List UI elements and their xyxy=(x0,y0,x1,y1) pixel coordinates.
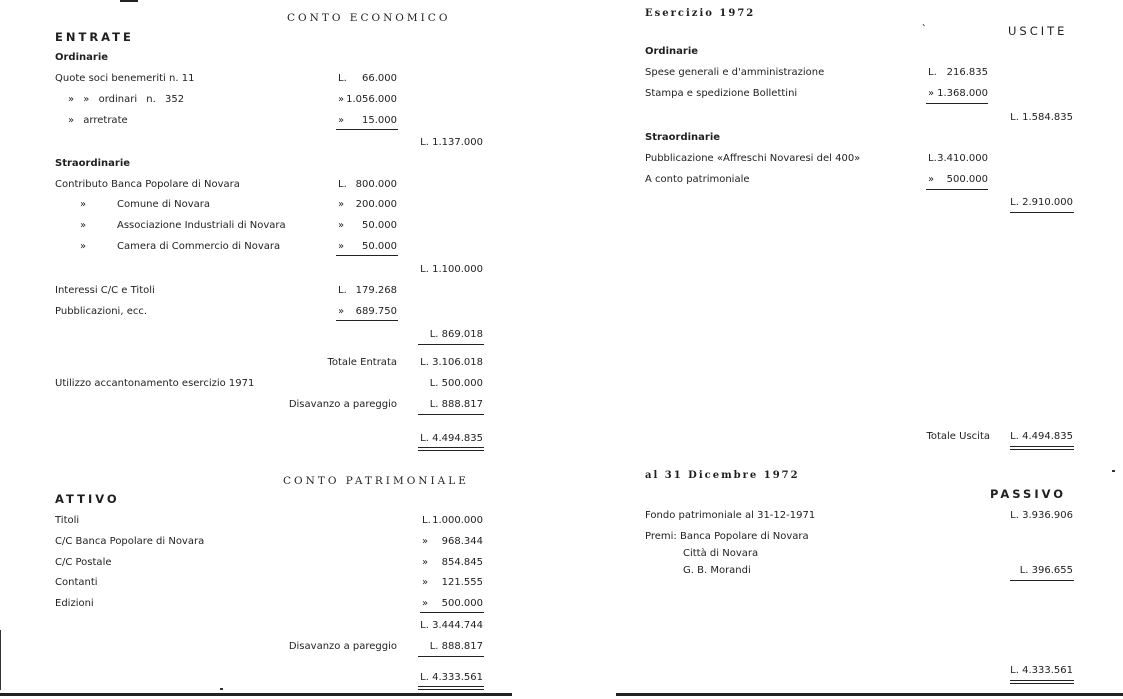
subtotal-rule xyxy=(336,255,398,256)
totale-entrata-amount: L. 3.106.018 xyxy=(420,357,483,368)
uscite-heading: USCITE xyxy=(1008,24,1068,38)
page-bottom-edge xyxy=(0,693,512,696)
uscite-straord-row-amount: 500.000 xyxy=(946,174,988,185)
uscite-straord-row-prefix: L. xyxy=(928,153,937,164)
subtotal-rule xyxy=(336,320,398,321)
entrate-ordinarie-total: L. 1.137.000 xyxy=(420,137,483,148)
attivo-disavanzo-amount: L. 888.817 xyxy=(429,641,483,652)
subtotal-rule xyxy=(418,344,484,345)
uscite-straord-row-label: A conto patrimoniale xyxy=(645,174,750,185)
speck xyxy=(1112,470,1115,472)
attivo-row-amount: 500.000 xyxy=(441,598,483,609)
entrate-other-row-prefix: L. xyxy=(338,285,347,296)
disavanzo-amount: L. 888.817 xyxy=(429,399,483,410)
attivo-row-prefix: » xyxy=(422,536,429,547)
attivo-row-label: Contanti xyxy=(55,577,98,588)
speck xyxy=(220,688,223,690)
subtotal-rule xyxy=(336,129,398,130)
uscite-straordinarie-total: L. 2.910.000 xyxy=(1010,197,1073,208)
utilizzo-amount: L. 500.000 xyxy=(429,378,483,389)
attivo-row-amount: 121.555 xyxy=(441,577,483,588)
uscite-ordinarie-total: L. 1.584.835 xyxy=(1010,112,1073,123)
entrate-straordinarie-heading: Straordinarie xyxy=(55,158,131,169)
entrate-other-row-amount: 689.750 xyxy=(355,306,397,317)
entrate-straord-row-label: Camera di Commercio di Novara xyxy=(117,241,281,252)
attivo-row-prefix: L. xyxy=(422,515,431,526)
entrate-heading: ENTRATE xyxy=(55,30,134,44)
attivo-row-amount: 854.845 xyxy=(441,557,483,568)
double-rule xyxy=(418,686,484,690)
entrate-row-prefix: L. xyxy=(338,73,347,84)
disavanzo-label: Disavanzo a pareggio xyxy=(288,399,397,410)
entrate-ordinarie-heading: Ordinarie xyxy=(55,52,109,63)
attivo-row-amount: 968.344 xyxy=(441,536,483,547)
entrate-row-amount: 15.000 xyxy=(362,115,397,126)
entrate-row-label: Quote soci benemeriti n. 11 xyxy=(55,73,195,84)
fondo-label: Fondo patrimoniale al 31-12-1971 xyxy=(645,510,816,521)
entrate-straord-row-amount: 50.000 xyxy=(362,241,397,252)
subtotal-rule xyxy=(926,103,988,104)
entrate-grand-total: L. 4.494.835 xyxy=(420,433,483,444)
uscite-row-prefix: » xyxy=(928,88,935,99)
attivo-total: L. 4.333.561 xyxy=(420,672,483,683)
entrate-straord-row-prefix: » xyxy=(338,199,345,210)
entrate-other-row-prefix: » xyxy=(338,306,345,317)
uscite-row-prefix: L. xyxy=(928,67,937,78)
uscite-straord-row-amount: 3.410.000 xyxy=(937,153,988,164)
ditto-mark: » xyxy=(80,199,87,210)
attivo-disavanzo-label: Disavanzo a pareggio xyxy=(288,641,397,652)
entrate-row-label: » arretrate xyxy=(68,115,128,126)
attivo-row-amount: 1.000.000 xyxy=(432,515,483,526)
entrate-straord-row-prefix: » xyxy=(338,220,345,231)
subtotal-rule xyxy=(1010,580,1074,581)
subtotal-rule xyxy=(418,656,484,657)
attivo-row-prefix: » xyxy=(422,557,429,568)
attivo-row-prefix: » xyxy=(422,577,429,588)
attivo-row-label: Titoli xyxy=(55,515,80,526)
entrate-straord-row-amount: 200.000 xyxy=(355,199,397,210)
entrate-straordinarie-total: L. 1.100.000 xyxy=(420,264,483,275)
uscite-straord-row-label: Pubblicazione «Affreschi Novaresi del 400» xyxy=(645,153,861,164)
totale-uscita-label: Totale Uscita xyxy=(926,431,990,442)
entrate-row-prefix: » xyxy=(338,94,345,105)
page-edge-mark xyxy=(120,0,138,2)
entrate-other-row-label: Pubblicazioni, ecc. xyxy=(55,306,148,317)
premi-label: Premi: Banca Popolare di Novara xyxy=(645,531,809,542)
speck-mark: ˎ xyxy=(922,17,927,27)
attivo-subtotal: L. 3.444.744 xyxy=(420,620,483,631)
premi-amount: L. 396.655 xyxy=(1019,565,1073,576)
entrate-other-row-amount: 179.268 xyxy=(355,285,397,296)
entrate-straord-row-label: Associazione Industriali di Novara xyxy=(117,220,286,231)
subtotal-rule xyxy=(1010,212,1074,213)
double-rule xyxy=(1010,680,1074,684)
ditto-mark: » xyxy=(80,241,87,252)
premi-line-2: Città di Novara xyxy=(683,548,759,559)
subtotal-rule xyxy=(926,189,988,190)
entrate-straord-row-prefix: L. xyxy=(338,179,347,190)
uscite-straord-row-prefix: » xyxy=(928,174,935,185)
fondo-amount: L. 3.936.906 xyxy=(1010,510,1073,521)
uscite-ordinarie-heading: Ordinarie xyxy=(645,46,699,57)
utilizzo-label: Utilizzo accantonamento esercizio 1971 xyxy=(55,378,255,389)
uscite-straordinarie-heading: Straordinarie xyxy=(645,132,721,143)
page-side-edge xyxy=(0,630,1,690)
entrate-straord-row-amount: 800.000 xyxy=(355,179,397,190)
conto-economico-title: CONTO ECONOMICO xyxy=(287,12,451,24)
premi-line-3: G. B. Morandi xyxy=(683,565,751,576)
date-label: al 31 Dicembre 1972 xyxy=(645,470,800,481)
attivo-row-label: C/C Banca Popolare di Novara xyxy=(55,536,205,547)
entrate-other-row-label: Interessi C/C e Titoli xyxy=(55,285,155,296)
passivo-total: L. 4.333.561 xyxy=(1010,665,1073,676)
conto-patrimoniale-title: CONTO PATRIMONIALE xyxy=(283,475,469,487)
attivo-row-label: Edizioni xyxy=(55,598,94,609)
passivo-heading: PASSIVO xyxy=(990,487,1067,501)
entrate-row-prefix: » xyxy=(338,115,345,126)
entrate-row-label: » » ordinari n. 352 xyxy=(68,94,185,105)
entrate-straord-row-prefix: » xyxy=(338,241,345,252)
totale-uscita-amount: L. 4.494.835 xyxy=(1010,431,1073,442)
subtotal-rule xyxy=(418,414,484,415)
uscite-row-label: Stampa e spedizione Bollettini xyxy=(645,88,798,99)
attivo-heading: ATTIVO xyxy=(55,492,120,506)
ditto-mark: » xyxy=(80,220,87,231)
entrate-straord-row-amount: 50.000 xyxy=(362,220,397,231)
totale-entrata-label: Totale Entrata xyxy=(327,357,397,368)
uscite-row-amount: 1.368.000 xyxy=(937,88,988,99)
entrate-other-total: L. 869.018 xyxy=(429,329,483,340)
entrate-row-amount: 66.000 xyxy=(362,73,397,84)
attivo-row-label: C/C Postale xyxy=(55,557,112,568)
entrate-row-amount: 1.056.000 xyxy=(346,94,397,105)
uscite-row-label: Spese generali e d'amministrazione xyxy=(645,67,825,78)
page-bottom-edge xyxy=(616,693,1123,696)
entrate-straord-row-label: Contributo Banca Popolare di Novara xyxy=(55,179,240,190)
entrate-straord-row-label: Comune di Novara xyxy=(117,199,211,210)
subtotal-rule xyxy=(420,612,484,613)
double-rule xyxy=(1010,446,1074,450)
uscite-row-amount: 216.835 xyxy=(946,67,988,78)
attivo-row-prefix: » xyxy=(422,598,429,609)
double-rule xyxy=(418,447,484,451)
esercizio-label: Esercizio 1972 xyxy=(645,8,756,19)
